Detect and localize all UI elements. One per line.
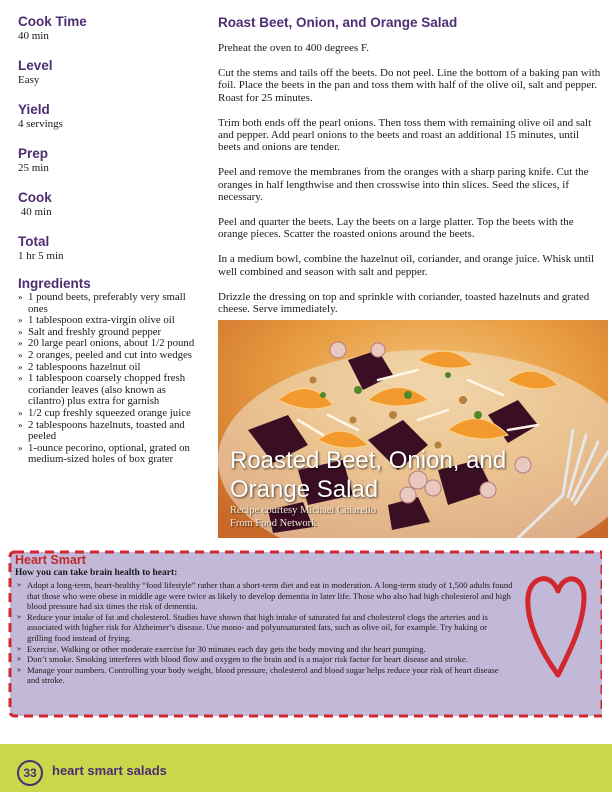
list-item: » Don’t smoke. Smoking interferes with blood flow and oxygen to the brain and is a major risk factor for heart disease and stroke.	[17, 654, 468, 665]
bullet-icon: »	[17, 643, 21, 653]
salad-photo	[218, 320, 608, 538]
stat-label: Prep	[18, 146, 49, 161]
list-item: » 2 tablespoons hazelnuts, toasted and peeled	[18, 418, 185, 443]
list-item: » Reduce your intake of fat and cholesterol. Studies have shown that high intake of saturated fat and cholesterol clogs the arteries and is associated with higher risk for Alzheimer’s disease. Use mono- and polyunsaturated fats, such as olive oil, for example. Try baking or grilling food instead of frying.	[17, 611, 488, 643]
heart-smart-title: Heart Smart	[15, 553, 86, 567]
stat-label: Level	[18, 58, 53, 73]
list-item: » Manage your numbers. Controlling your body weight, blood pressure, cholesterol and blood sugar helps reduce your risk of heart disease and stroke.	[17, 664, 499, 686]
photo-title: Roasted Beet, Onion, and Orange Salad	[230, 447, 507, 503]
list-item: » 2 tablespoons hazelnut oil	[18, 360, 141, 373]
list-item: » 1 tablespoon coarsely chopped fresh coriander leaves (also known as cilantro) plus extra for garnish	[18, 372, 186, 408]
stat-total	[18, 234, 200, 263]
recipe-title: Roast Beet, Onion, and Orange Salad	[218, 15, 458, 30]
photo-credit: Recipe courtesy Michael Chiarello From Food Network	[230, 505, 377, 529]
list-item: » 1-ounce pecorino, optional, grated on medium-sized holes of box grater	[18, 441, 190, 466]
recipe-directions-column	[218, 14, 604, 328]
bullet-icon: »	[17, 654, 21, 664]
ingredients-heading: Ingredients	[18, 276, 91, 291]
stat-value: 40 min	[18, 30, 49, 42]
stat-level	[18, 58, 200, 87]
page-footer	[0, 744, 612, 792]
bullet-icon: »	[18, 315, 23, 326]
stat-yield	[18, 102, 200, 131]
bullet-icon: »	[18, 373, 23, 384]
heart-smart-box	[7, 549, 602, 719]
bullet-icon: »	[18, 442, 23, 453]
stat-value: 4 servings	[18, 118, 63, 130]
ingredients-list	[18, 292, 200, 466]
list-item: » 1/2 cup freshly squeezed orange juice	[18, 406, 191, 419]
stat-cook-time	[18, 14, 200, 43]
stat-label: Cook Time	[18, 14, 87, 29]
direction-step: Peel and quarter the beets. Lay the beets on a large platter. Top the beets with the orange pieces. Scatter the roasted onions around the beets.	[218, 216, 574, 241]
heart-smart-list	[15, 580, 513, 686]
bullet-icon: »	[17, 664, 21, 674]
list-item: » Adopt a long-term, heart-healthy “food lifestyle” rather than a short-term diet and eat in moderation. A long-term study of 1,500 adults found that those who were obese in middle age were twice as likely to develop dementia in later life. Those who also had high cholesterol and high blood pressure had six times the risk of dementia.	[17, 580, 513, 612]
direction-step: Cut the stems and tails off the beets. Do not peel. Line the bottom of a baking pan with foil. Place the beets in the pan and toss them with half of the olive oil, salt and pepper. Roast for 25 minutes.	[218, 66, 601, 104]
list-item: » 2 oranges, peeled and cut into wedges	[18, 348, 192, 361]
bullet-icon: »	[18, 361, 23, 372]
list-item: » 20 large pearl onions, about 1/2 pound	[18, 337, 195, 350]
stat-value: 25 min	[18, 162, 49, 174]
direction-step: Preheat the oven to 400 degrees F.	[218, 42, 369, 54]
list-item: » Exercise. Walking or other moderate exercise for 30 minutes each day gets the body moving and the heart pumping.	[17, 643, 426, 654]
stat-value: 40 min	[18, 206, 52, 218]
direction-step: In a medium bowl, combine the hazelnut oil, coriander, and orange juice. Whisk until well combined and season with salt and pepper.	[218, 253, 594, 278]
list-item: » 1 pound beets, preferably very small ones	[18, 291, 186, 315]
direction-step: Trim both ends off the pearl onions. Then toss them with remaining olive oil and salt and pepper. Add pearl onions to the beets and roast an additional 15 minutes, until beets and onions are tender.	[218, 116, 592, 154]
bullet-icon: »	[18, 292, 23, 302]
stat-label: Yield	[18, 102, 50, 117]
list-item: » Salt and freshly ground pepper	[18, 325, 162, 338]
direction-step: Peel and remove the membranes from the oranges with a sharp paring knife. Cut the oranges in half lengthwise and then crosswise into thin slices. Seed the slices, if necessary.	[218, 166, 589, 204]
stat-label: Cook	[18, 190, 52, 205]
stat-label: Total	[18, 234, 50, 249]
direction-step: Drizzle the dressing on top and sprinkle with coriander, toasted hazelnuts and grated cheese. Serve immediately.	[218, 290, 590, 316]
stat-value: Easy	[18, 74, 40, 86]
bullet-icon: »	[18, 419, 23, 430]
bullet-icon: »	[17, 611, 21, 621]
page-number: 33	[17, 760, 43, 786]
bullet-icon: »	[18, 407, 23, 418]
bullet-icon: »	[17, 580, 21, 589]
bullet-icon: »	[18, 349, 23, 360]
bullet-icon: »	[18, 338, 23, 349]
footer-section-label: heart smart salads	[52, 763, 167, 778]
stat-prep	[18, 146, 200, 175]
list-item: » 1 tablespoon extra-virgin olive oil	[18, 314, 175, 327]
stat-cook	[18, 190, 200, 219]
stat-value: 1 hr 5 min	[18, 250, 64, 262]
heart-smart-subtitle: How you can take brain health to heart:	[15, 568, 178, 578]
heart-smart-content	[15, 553, 513, 686]
heart-icon	[520, 563, 590, 683]
bullet-icon: »	[18, 326, 23, 337]
recipe-info-column	[18, 14, 200, 466]
